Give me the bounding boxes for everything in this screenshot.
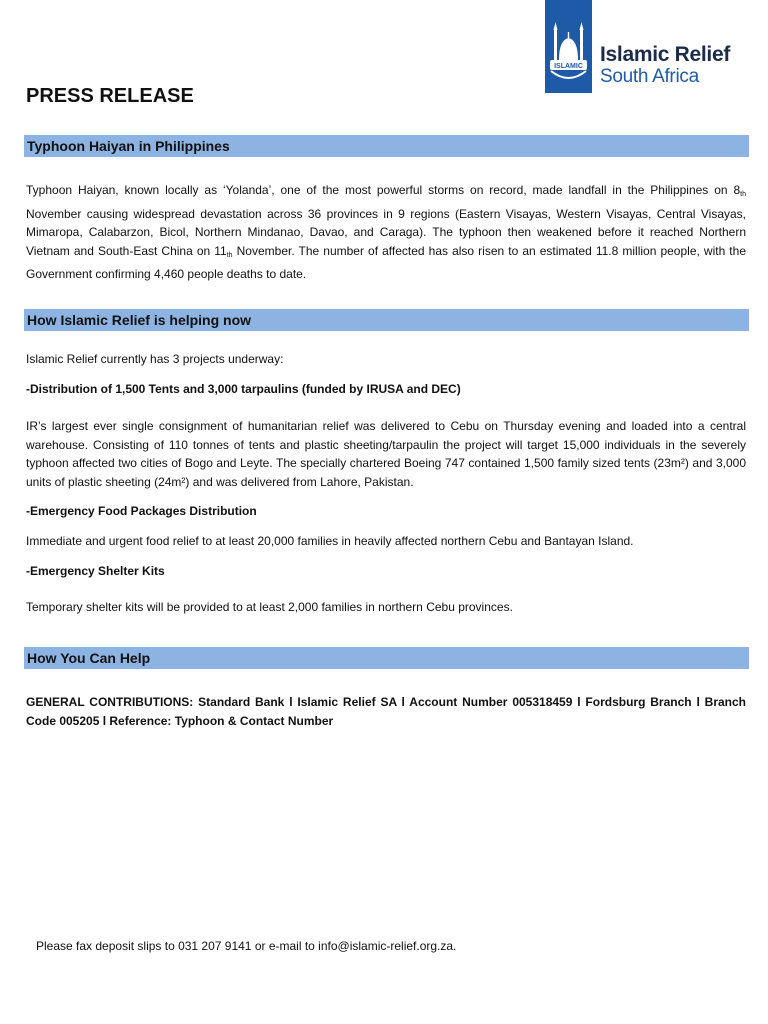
contributions-info: GENERAL CONTRIBUTIONS: Standard Bank l Islamic Relief SA l Account Number 005318459 l Fordsburg Branch l Branch Code 005205 l Reference: Typhoon & Contact Number — [26, 695, 746, 728]
project2-text: Immediate and urgent food relief to at least 20,000 families in heavily affected northern Cebu and Bantayan Island. — [26, 534, 634, 548]
project3-title: -Emergency Shelter Kits — [26, 564, 165, 578]
logo-line2: South Africa — [600, 66, 699, 87]
footer-note: Please fax deposit slips to 031 207 9141 or e-mail to info@islamic-relief.org.za. — [36, 939, 457, 953]
project1-title: -Distribution of 1,500 Tents and 3,000 tarpaulins (funded by IRUSA and DEC) — [26, 382, 461, 396]
mosque-emblem-icon — [545, 0, 592, 93]
logo-wordmark — [600, 44, 730, 86]
page-title: PRESS RELEASE — [26, 85, 194, 107]
project1-text: IR’s largest ever single consignment of humanitarian relief was delivered to Cebu on Thursday evening and loaded into a central warehouse. Consisting of 110 tonnes of tents and plastic sheeting/tarpaulin the project will target 15,000 individuals in the severely typhoon affected two cities of Bogo and Leyte. The specially chartered Boeing 747 contained 1,500 family sized tents (23m²) and 3,000 units of plastic sheeting (24m²) and was delivered from Lahore, Pakistan. — [26, 419, 746, 489]
typhoon-paragraph: Typhoon Haiyan, known locally as ‘Yolanda’, one of the most powerful storms on record, made landfall in the Philippines on $8_{th}$ November causing widespread devastation across 36 provinces in 9 regions (Eastern Visayas, Western Visayas, Central Visayas, Mimaropa, Calabarzon, Bicol, Northern Mindanao, Davao, and Caraga). The typhoon then weakened before it reached Northern Vietnam and South-East China on $11_{th}$ November. The number of affected has also risen to an estimated 11.8 million people, with the Government confirming 4,460 people deaths to date. — [26, 183, 746, 281]
project3-text: Temporary shelter kits will be provided to at least 2,000 families in northern Cebu provinces. — [26, 600, 513, 614]
project2-title: -Emergency Food Packages Distribution — [26, 504, 257, 518]
projects-intro: Islamic Relief currently has 3 projects underway: — [26, 352, 284, 366]
svg-text:ISLAMIC: ISLAMIC — [554, 63, 583, 70]
logo-line1: Islamic Relief — [600, 43, 731, 66]
section-heading-helping: How Islamic Relief is helping now — [24, 309, 749, 331]
logo-emblem — [545, 0, 592, 93]
section-heading-help: How You Can Help — [24, 647, 749, 669]
section-heading-typhoon: Typhoon Haiyan in Philippines — [24, 135, 749, 157]
